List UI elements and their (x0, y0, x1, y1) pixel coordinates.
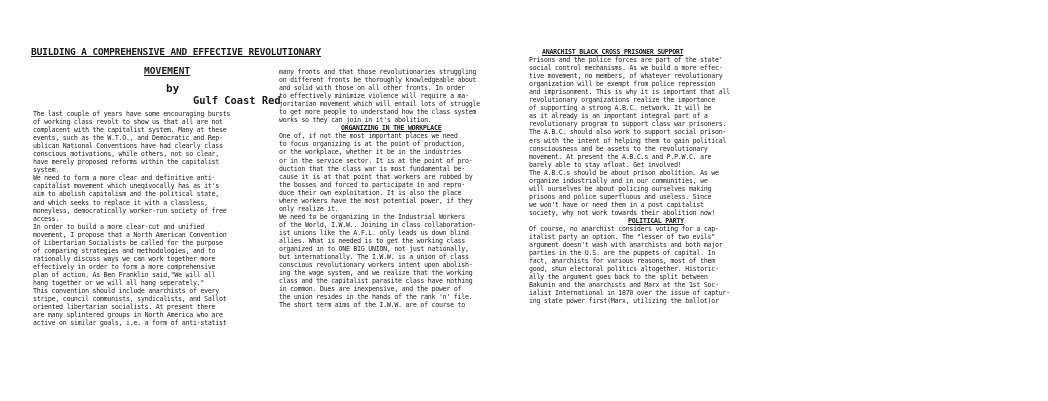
text-line: prisons and police superfluous and useless. Since (529, 192, 712, 201)
section-heading-abc: ANARCHIST BLACK CROSS PRISONER SUPPORT (542, 48, 684, 56)
text-line: aim to abolish capitalism and the political state, (33, 190, 219, 199)
text-line: moneyless, democratically worker-run society of free (33, 206, 227, 215)
text-line: capitalist movement which uneqivocally has as it's (33, 182, 219, 191)
text-line: ing state power first(Marx, utilizing the ballot)or (529, 297, 719, 306)
text-line: to focus organizing is at the point of production, (279, 140, 465, 149)
text-line: fact, anarchists for various reasons, most of them (529, 257, 715, 266)
text-line: barely able to stay afloat. Get involved! (529, 160, 682, 169)
text-line: social control mechanisms. As we build a more effec- (529, 64, 723, 73)
text-line: duce their own exploitation. It is also the place (279, 188, 462, 197)
text-line: where workers have the most potential power, if they (279, 196, 473, 205)
text-line: access. (33, 214, 60, 223)
text-line: conscious revolutionary workers intent upon abolish- (279, 261, 473, 270)
section-heading-workplace: ORGANIZING IN THE WORKPLACE (341, 124, 442, 133)
text-line: or the workplace, whether it be in the industries (279, 148, 462, 157)
text-line: of working class revolt to show us that all are not (33, 118, 223, 127)
text-line: ers with the intent of helping them to gain political (529, 136, 727, 145)
text-line: Bakunin and the anarchists and Marx at the 1st Soc- (529, 281, 719, 290)
text-line: The A.B.C.s should be about prison abolition. As we (529, 168, 719, 177)
text-line: revolutionary program to support class war prisoners. (529, 120, 727, 129)
text-line: and which seeks to replace it with a classless, (33, 198, 208, 207)
text-line: society, why not work towards their abolition now! (529, 208, 715, 217)
text-line: Of course, no anarchist considers voting for a cap- (529, 225, 719, 234)
text-line: good, shun electoral politics altogether. Historic- (529, 265, 719, 274)
text-line: We need to form a more clear and definitive anti- (33, 174, 216, 183)
text-line: on different fronts be thoroughly knowledgeable about (279, 76, 477, 85)
text-line: oriented libertarian socialists. At present there (33, 303, 216, 312)
text-line: will ourselves be about policing ourselves making (529, 184, 712, 193)
text-line: We need to be organizing in the Industrial Workers (279, 212, 465, 221)
text-line: of the World, I.W.W.. Joining in class collaboration- (279, 220, 477, 229)
text-line: ublican National Conventions have had clearly class (33, 142, 223, 151)
article-title-line2: MOVEMENT (144, 66, 191, 77)
text-line: as it already is an important integral part of a (529, 112, 708, 121)
text-line: plan of action. As Ben Franklin said,"We will all (33, 270, 216, 279)
text-line: This convention should include anarchists of every (33, 287, 219, 296)
text-line: in common. Dues are inexpensive, and the power of (279, 285, 462, 294)
text-line: have merely proposed reforms within the capitalist (33, 158, 219, 167)
text-line: organized in to ONE BIG UNION, not just nationally, (279, 245, 469, 254)
column-1 (33, 110, 273, 327)
text-line: ialist International in 1870 over the issue of captur- (529, 289, 730, 298)
text-line: italist party an option. The "lesser of two evils" (529, 233, 715, 242)
text-line: ist unions like the A.F.L. only leads us down blind (279, 228, 469, 237)
text-line: works so they can join in it's abolition. (279, 116, 432, 125)
text-line: events, such as the W.T.O., and Democratic and Rep- (33, 134, 223, 143)
text-line: and imprisonment. This is why it is important that all (529, 88, 730, 97)
text-line: parties in the U.S. are the puppets of capital. In (529, 249, 715, 258)
text-line: class and the capitalist parasite class have nothing (279, 277, 473, 286)
text-line: and solid with those on all other fronts. In order (279, 84, 465, 93)
text-line: stripe, council communists, syndicalists, and Sallot (33, 295, 227, 304)
text-line: movement, I propose that a North American Convention (33, 230, 227, 239)
text-line: the bosses and forced to participate in and repro- (279, 180, 465, 189)
text-line: revolutionary organizations realize the importance (529, 96, 715, 105)
text-line: Prisons and the police forces are part of the state' (529, 56, 723, 65)
text-line: organization will be exempt from police repression (529, 80, 715, 89)
text-line: system. (33, 166, 60, 175)
text-line: or in the service sector. It is at the point of pro- (279, 156, 473, 165)
byline-author: Gulf Coast Red (193, 95, 281, 107)
text-line: of supporting a strong A.B.C. network. It will be (529, 104, 712, 113)
text-line: to get more people to understand how the class system (279, 108, 477, 117)
text-line: tive movement, no members, of whatever revolutionary (529, 72, 723, 81)
text-line: argument doesn't wash with anarchists and both major (529, 241, 723, 250)
text-line: to effectively minimize violence will require a ma- (279, 92, 469, 101)
text-line: but internationally. The I.W.W. is a union of class (279, 253, 469, 262)
text-line: consciousness and be assets to the revolutionary (529, 144, 708, 153)
text-line: ing the wage system, and we realize that the working (279, 269, 473, 278)
text-line: hang together or we will all hang seperately." (33, 278, 205, 287)
section-heading-political-party: POLITICAL PARTY (628, 216, 684, 225)
text-line: allies. What is needed is to get the working class (279, 236, 465, 245)
text-line: The short term aims of the I.W.W. are of course to (279, 301, 465, 310)
article-title: BUILDING A COMPREHENSIVE AND EFFECTIVE REVOLUTIONARY (31, 47, 321, 58)
text-line: joritarian movement which will entail lots of struggle (279, 100, 480, 109)
text-line: only realize it. (279, 204, 339, 213)
text-line: The last couple of years have some encouraging bursts (33, 110, 231, 118)
text-line: The A.B.C. should also work to support social prison- (529, 128, 727, 137)
column-2 (279, 68, 524, 309)
text-line: we won't have or need them in a post capitalist (529, 200, 704, 209)
text-line: effectively in order to form a more comprehensive (33, 262, 216, 271)
text-line: many fronts and that those revolutionaries struggling (279, 68, 477, 76)
text-line: are many splintered groups in North America who are (33, 311, 223, 320)
text-line: movement. At present the A.B.C.s and P.P.W.C. are (529, 152, 712, 161)
text-line: In order to build a more clear-cut and unified (33, 222, 205, 231)
text-line: of Libertarian Socialists be called for the purpose (33, 238, 223, 247)
byline-by: by (166, 82, 180, 95)
text-line: organize industrially and in our communities, we (529, 176, 708, 185)
text-line: active on similar goals, i.e. a form of anti-statist (33, 319, 227, 328)
text-line: complacent with the capitalist system. Many at these (33, 126, 227, 135)
text-line: One of, if not the most important places we need (279, 132, 458, 141)
text-line: ally the argument goes back to the split between (529, 273, 708, 282)
text-line: the union resides in the hands of the rank 'n' file. (279, 293, 473, 302)
text-line: conscious motivations, while others, not so clear, (33, 150, 219, 159)
column-3 (529, 48, 779, 306)
text-line: of comparing strategies and methodologies, and to (33, 246, 216, 255)
text-line: duction that the class war is most fundamental be- (279, 164, 465, 173)
text-line: rationally discuss ways we can work together more (33, 254, 216, 263)
text-line: cause it is at that point that workers are robbed by (279, 172, 473, 181)
